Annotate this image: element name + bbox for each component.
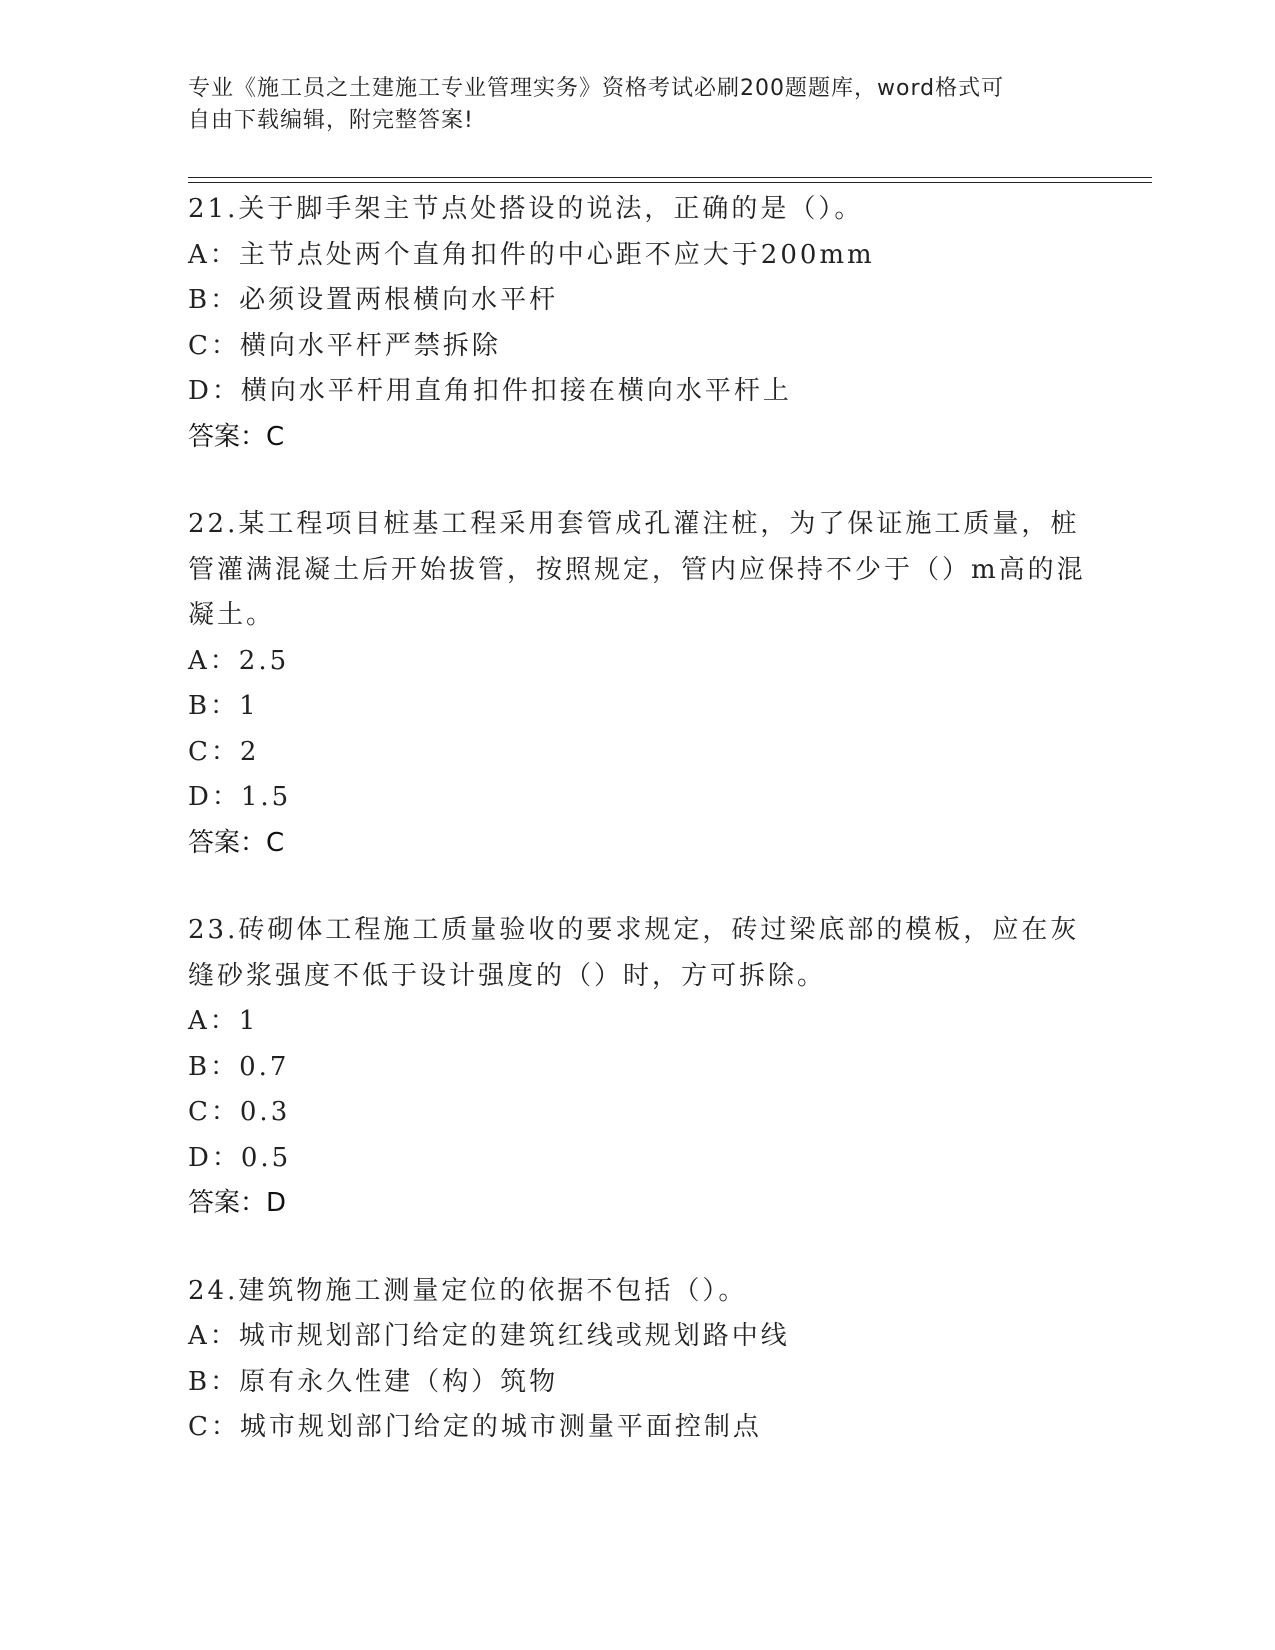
answer-option: A：2.5 [188, 645, 290, 676]
question-block [188, 1269, 1088, 1451]
answer-option: C：2 [188, 736, 260, 767]
question-stem: 23.砖砌体工程施工质量验收的要求规定，砖过梁底部的模板，应在灰 [188, 915, 1080, 945]
answer-option: C：城市规划部门给定的城市测量平面控制点 [188, 1412, 762, 1442]
question-list [188, 187, 1088, 1493]
correct-answer: 答案：D [188, 1188, 287, 1218]
correct-answer: 答案：C [188, 827, 285, 858]
header-line-2: 自由下载编辑，附完整答案! [188, 108, 474, 133]
header-divider-bottom [188, 182, 1152, 183]
question-block [188, 908, 1088, 1227]
answer-option: B：必须设置两根横向水平杆 [188, 285, 559, 315]
question-stem: 管灌满混凝土后开始拔管，按照规定，管内应保持不少于（）m高的混 [188, 554, 1086, 585]
question-stem: 凝土。 [188, 600, 276, 630]
header-divider-top [188, 177, 1152, 178]
answer-option: A：1 [188, 1006, 259, 1036]
answer-option: C：横向水平杆严禁拆除 [188, 330, 501, 361]
answer-option: D：1.5 [188, 782, 292, 812]
question-stem: 21.关于脚手架主节点处搭设的说法，正确的是（）。 [188, 194, 864, 224]
answer-option: C：0.3 [188, 1097, 291, 1127]
answer-option: A：城市规划部门给定的建筑红线或规划路中线 [188, 1321, 790, 1351]
answer-option: B：0.7 [188, 1051, 290, 1082]
correct-answer: 答案：C [188, 421, 285, 452]
question-block [188, 502, 1088, 866]
answer-option: A：主节点处两个直角扣件的中心距不应大于200mm [188, 239, 875, 270]
answer-option: B：1 [188, 691, 259, 721]
question-stem: 24.建筑物施工测量定位的依据不包括（）。 [188, 1275, 748, 1306]
header-line-1: 专业《施工员之土建施工专业管理实务》资格考试必刷200题题库，word格式可 [188, 76, 1005, 101]
question-stem: 22.某工程项目桩基工程采用套管成孔灌注桩，为了保证施工质量，桩 [188, 509, 1080, 539]
answer-option: D：横向水平杆用直角扣件扣接在横向水平杆上 [188, 376, 792, 406]
question-stem: 缝砂浆强度不低于设计强度的（）时，方可拆除。 [188, 960, 827, 991]
answer-option: B：原有永久性建（构）筑物 [188, 1366, 559, 1397]
question-block [188, 187, 1088, 460]
answer-option: D：0.5 [188, 1142, 292, 1173]
document-header [188, 73, 1088, 137]
